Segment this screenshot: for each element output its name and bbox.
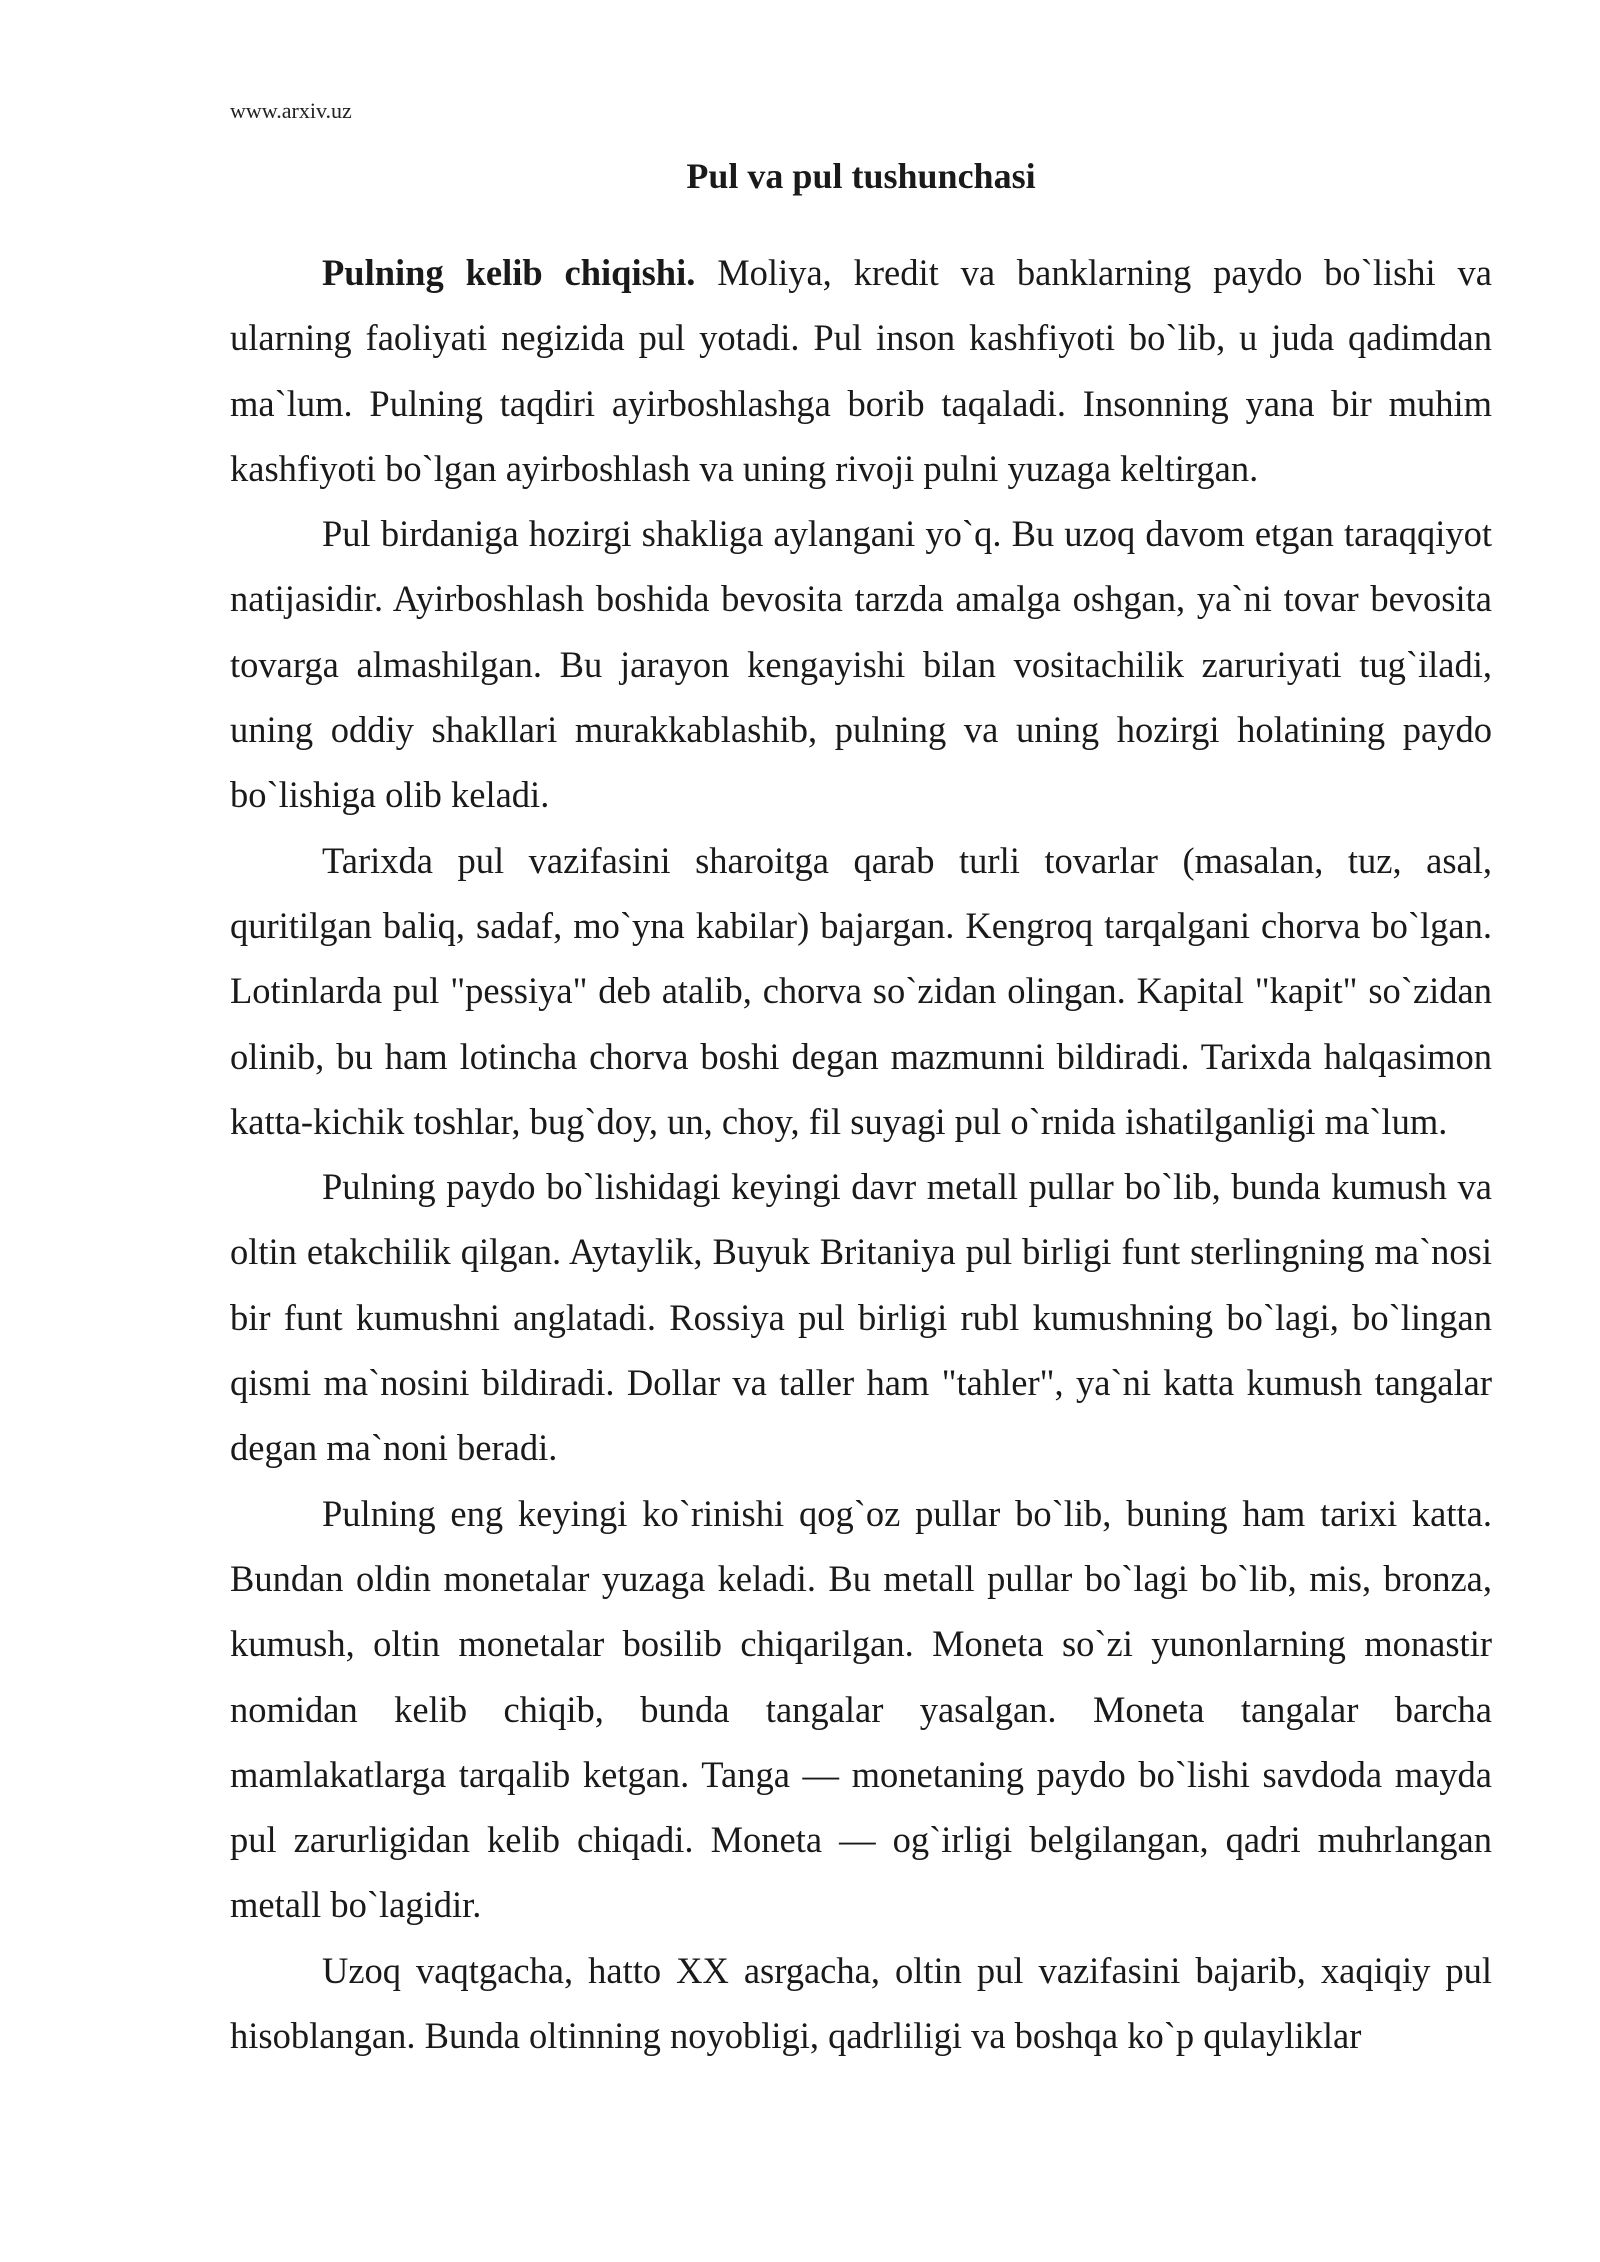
paragraph-lead-heading: Pulning kelib chiqishi. [322, 252, 696, 293]
paragraph-gold: Uzoq vaqtgacha, hatto XX asrgacha, oltin pul vazifasini bajarib, xaqiqiy pul hisoblangan. Bunda oltinning noyobligi, qadrliligi va boshqa ko`p qulayliklar [230, 1949, 1492, 2057]
paragraph-commodity-money: Tarixda pul vazifasini sharoitga qarab turli tovarlar (masalan, tuz, asal, quritilgan baliq, sadaf, mo`yna kabilar) bajargan. Kengroq tarqalgani chorva bo`lgan. Lotinlarda pul "pessiya" deb atalib, chorva so`zidan olingan. Kapital "kapit" so`zidan olinib, bu ham lotincha chorva boshi degan mazmunni bildiradi. Tarixda halqasimon katta-kichik toshlar, bug`doy, un, choy, fil suyagi pul o`rnida ishatilganligi ma`lum. [230, 839, 1492, 1142]
site-url: www.arxiv.uz [230, 98, 352, 123]
paragraph-metal-money: Pulning paydo bo`lishidagi keyingi davr metall pullar bo`lib, bunda kumush va oltin etakchilik qilgan. Aytaylik, Buyuk Britaniya pul birligi funt sterlingning ma`nosi bir funt kumushni anglatadi. Rossiya pul birligi rubl kumushning bo`lagi, bo`lingan qismi ma`nosini bildiradi. Dollar va taller ham "tahler", ya`ni katta kumush tangalar degan ma`noni beradi. [230, 1166, 1492, 1469]
paragraph-text: Moliya, kredit va banklarning paydo bo`lishi va ularning faoliyati negizida pul yotadi. Pul inson kashfiyoti bo`lib, u juda qadimdan ma`lum. Pulning taqdiri ayirboshlashga borib taqaladi. Insonning yana bir muhim kashfiyoti bo`lgan ayirboshlash va uning rivoji pulni yuzaga keltirgan. [230, 252, 1492, 489]
paragraph-coins-paper-money: Pulning eng keyingi ko`rinishi qog`oz pullar bo`lib, buning ham tarixi katta. Bundan oldin monetalar yuzaga keladi. Bu metall pullar bo`lagi bo`lib, mis, bronza, kumush, oltin monetalar bosilib chiqarilgan. Moneta so`zi yunonlarning monastir nomidan kelib chiqib, bunda tangalar yasalgan. Moneta tangalar barcha mamlakatlarga tarqalib ketgan. Tanga — monetaning paydo bo`lishi savdoda mayda pul zarurligidan kelib chiqadi. Moneta — og`irligi belgilangan, qadri muhrlangan metall bo`lagidir. [230, 1492, 1492, 1926]
document-title: Pul va pul tushunchasi [686, 156, 1036, 196]
paragraph-origin-of-money [230, 240, 1492, 501]
paragraph-development: Pul birdaniga hozirgi shakliga aylangani yo`q. Bu uzoq davom etgan taraqqiyot natijasidir. Ayirboshlash boshida bevosita tarzda amalga oshgan, ya`ni tovar bevosita tovarga almashilgan. Bu jarayon kengayishi bilan vositachilik zaruriyati tug`iladi, uning oddiy shakllari murakkablashib, pulning va uning hozirgi holatining paydo bo`lishiga olib keladi. [230, 513, 1492, 816]
document-body [230, 240, 1492, 2068]
